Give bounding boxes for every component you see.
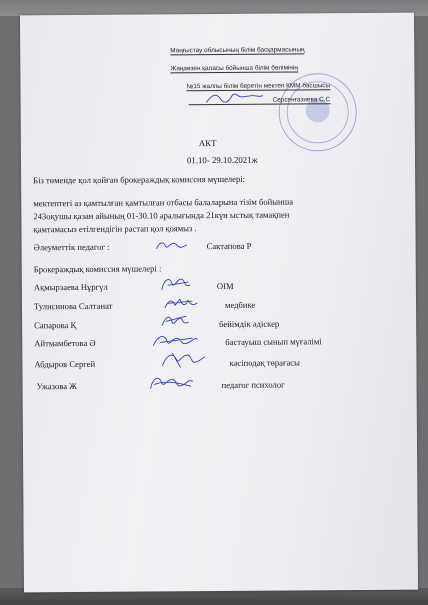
member-name: Айтмамбетова Ә bbox=[34, 337, 96, 349]
body-line-3: қамтамасыз етілгендігін растап қол қоямыз . bbox=[33, 223, 197, 235]
document-title: АКТ bbox=[198, 138, 217, 149]
approval-line-3: №15 жалпы білім беретін мектеп КММ басшысы bbox=[186, 82, 331, 91]
approval-line-2: Жаңаөзен қаласы бойынша білім бөлімінің bbox=[170, 64, 298, 73]
member-role: педагог психолог bbox=[221, 379, 285, 390]
member-name: Ақмырзаева Нұргүл bbox=[33, 281, 108, 293]
member-role: бастауыш сынып мүғалімі bbox=[225, 336, 322, 347]
director-signature bbox=[205, 90, 265, 106]
document-sheet bbox=[20, 13, 418, 593]
member-signature bbox=[158, 310, 192, 330]
document-period: 01.10- 29.10.2021ж bbox=[186, 154, 258, 166]
member-name: Абдыров Сергей bbox=[34, 358, 96, 370]
social-pedagogue-label: Әлеуметтік педагог : bbox=[33, 241, 110, 253]
member-signature bbox=[158, 273, 198, 293]
member-role: медбике bbox=[224, 299, 256, 310]
member-signature bbox=[158, 347, 208, 371]
member-name: Сапарова Қ bbox=[34, 319, 77, 331]
member-signature bbox=[146, 370, 196, 394]
approval-line-1: Маңғыстау облысының білім басқармасының bbox=[170, 46, 305, 55]
body-line-2: 243оқушы қазан айының 01-30.10 аралығында 21күн ыстық тамақпен bbox=[33, 209, 290, 222]
body-line-1: мектептегі аз қамтылған қамтылған отбасы балаларына тізім бойынша bbox=[33, 196, 294, 209]
member-name: Ужазова Ж bbox=[36, 380, 77, 392]
approval-director-name: Серсенғазиева С.С bbox=[272, 96, 331, 104]
intro-text: Біз төменде қол қойған брокераждық комиссия мүшелері: bbox=[33, 173, 246, 186]
member-role: бейімдік әдіскер bbox=[219, 318, 280, 329]
social-pedagogue-name: Сактапова Р bbox=[206, 240, 252, 252]
member-role: кәсіподақ төрағасы bbox=[229, 357, 300, 368]
social-pedagogue-signature bbox=[154, 237, 190, 253]
member-name: Тулисинова Салтанат bbox=[33, 300, 113, 312]
member-role: ОІМ bbox=[216, 280, 234, 292]
commission-label: Брокераждық комиссия мүшелері : bbox=[33, 263, 162, 275]
